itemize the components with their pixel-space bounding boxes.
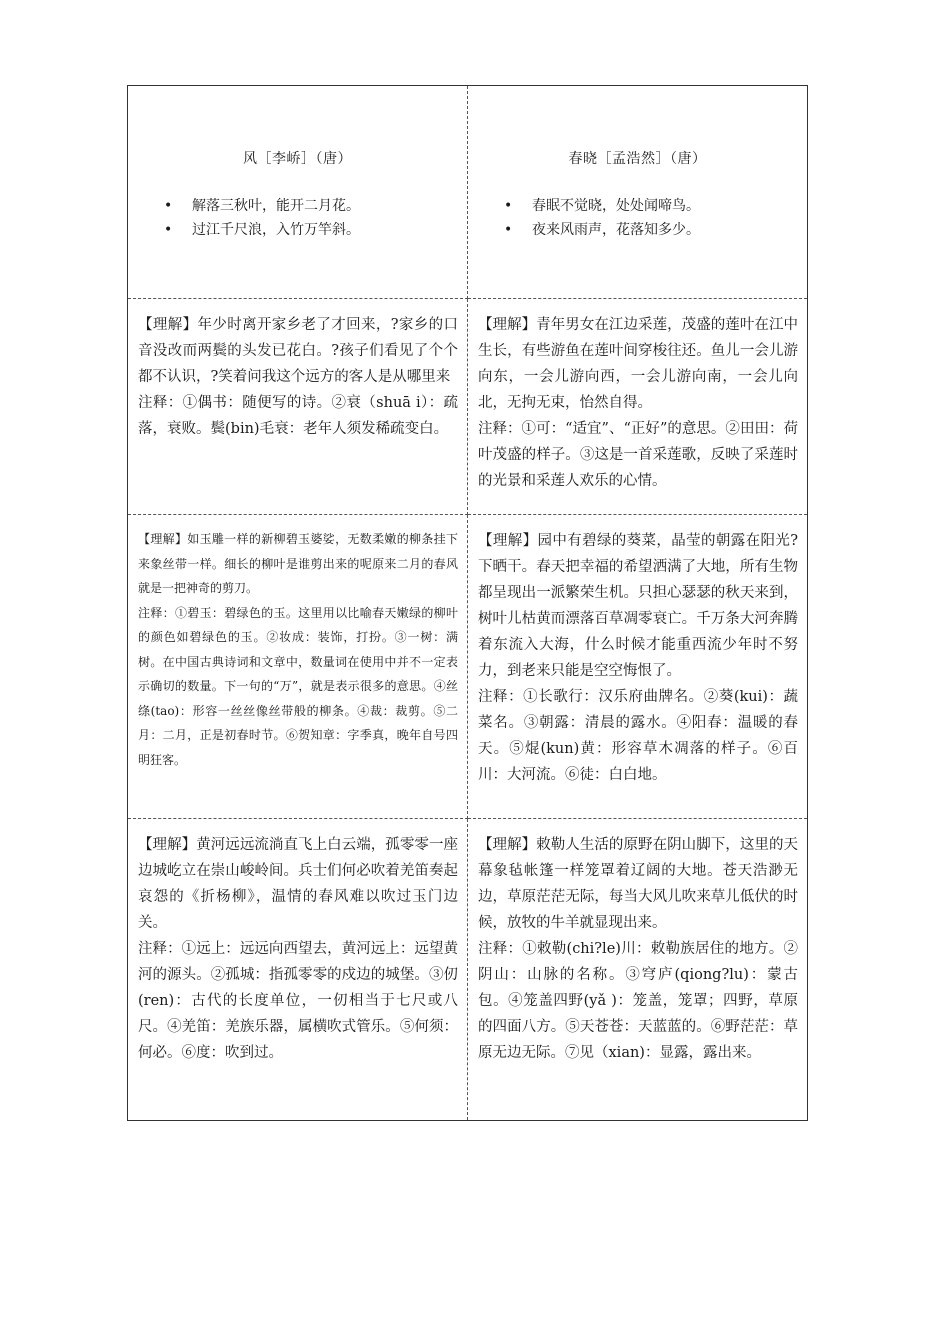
explanation-text: 【理解】园中有碧绿的葵菜，晶莹的朝露在阳光?下晒干。春天把幸福的希望洒满了大地，所有生物都呈现出一派繁荣生机。只担心瑟瑟的秋天来到，树叶儿枯黄而漂落百草凋零衰亡。千万条大河奔腾着东流入大海，什么时候才能重西流少年时不努力，到老来只能是空空悔恨了。 [478,533,798,679]
notes-text: 注释：①碧玉：碧绿色的玉。这里用以比喻春天嫩绿的柳叶的颜色如碧绿色的玉。②妆成：装饰，打扮。③一树：满树。在中国古典诗词和文章中，数量词在使用中并不一定表示确切的数量。下一句的“万”，就是表示很多的意思。④丝绦(tao)：形容一丝丝像丝带般的柳条。④裁：裁剪。⑤二月：二月，正是初春时节。⑥贺知章：字季真，晚年自号四明狂客。 [138,605,458,767]
bullet-icon: • [164,222,173,238]
poem-title: 春晓［孟浩然］（唐） [568,151,707,167]
poem-line-text: 夜来风雨声，花落知多少。 [532,222,700,238]
document-page [127,85,808,1121]
notes-text: 注释：①远上：远远向西望去，黄河远上：远望黄河的源头。②孤城：指孤零零的戍边的城堡。③仞(ren)：古代的长度单位，一仞相当于七尺或八尺。④羌笛：羌族乐器，属横吹式管乐。⑤何须：何必。⑥度：吹到过。 [138,941,458,1061]
poem-table [127,85,808,1121]
explanation-cell [128,515,468,819]
explanation-text: 【理解】年少时离开家乡老了才回来，?家乡的口音没改而两鬓的头发已花白。?孩子们看见了个个都不认识，?笑着问我这个远方的客人是从哪里来 [138,317,458,385]
poem-line-text: 解落三秋叶，能开二月花。 [192,198,360,214]
explanation-text: 【理解】青年男女在江边采莲，茂盛的莲叶在江中生长，有些游鱼在莲叶间穿梭往还。鱼儿一会儿游向东，一会儿游向西，一会儿游向南，一会儿向北，无拘无束，怡然自得。 [478,317,798,411]
table-row [128,819,808,1121]
poem-cell-feng [128,86,468,299]
poem-line [164,218,467,242]
notes-text: 注释：①敕勒(chi?le)川：敕勒族居住的地方。②阴山：山脉的名称。③穹庐(qiong?lu)：蒙古包。④笼盖四野(yǎ )：笼盖，笼罩；四野，草原的四面八方。⑤天苍苍：天蓝蓝的。⑥野茫茫：草原无边无际。⑦见（xian)：显露，露出来。 [478,941,798,1061]
table-row [128,86,808,299]
bullet-icon: • [504,222,513,238]
explanation-cell [128,819,468,1121]
explanation-cell [128,299,468,515]
notes-text: 注释：①偶书：随便写的诗。②衰（shuā i）：疏落，衰败。鬓(bin)毛衰：老年人须发稀疏变白。 [138,395,458,437]
poem-line-text: 过江千尺浪，入竹万竿斜。 [192,222,360,238]
poem-cell-chunxiao [468,86,808,299]
bullet-icon: • [504,198,513,214]
notes-text: 注释：①可：“适宜”、“正好”的意思。②田田：荷叶茂盛的样子。③这是一首采莲歌，反映了采莲时的光景和采莲人欢乐的心情。 [478,421,798,489]
poem-title: 风［李峤］（唐） [243,151,352,167]
explanation-cell [468,515,808,819]
poem-lines [128,194,467,242]
poem-line-text: 春眠不觉晓，处处闻啼鸟。 [532,198,700,214]
poem-lines [468,194,807,242]
explanation-text: 【理解】敕勒人生活的原野在阴山脚下，这里的天幕象毡帐篷一样笼罩着辽阔的大地。苍天浩渺无边，草原茫茫无际，每当大风儿吹来草儿低伏的时候，放牧的牛羊就显现出来。 [478,837,798,931]
explanation-text: 【理解】如玉雕一样的新柳碧玉婆娑，无数柔嫩的柳条挂下来象丝带一样。细长的柳叶是谁剪出来的呢原来二月的春风就是一把神奇的剪刀。 [138,532,458,595]
explanation-cell [468,299,808,515]
explanation-text: 【理解】黄河远远流淌直飞上白云端，孤零零一座边城屹立在崇山峻岭间。兵士们何必吹着羌笛奏起哀怨的《折杨柳》，温情的春风难以吹过玉门边关。 [138,837,458,931]
table-row [128,299,808,515]
poem-line [164,194,467,218]
bullet-icon: • [164,198,173,214]
explanation-cell [468,819,808,1121]
poem-line [504,194,807,218]
notes-text: 注释：①长歌行：汉乐府曲牌名。②葵(kui)：蔬菜名。③朝露：清晨的露水。④阳春：温暖的春天。⑤焜(kun)黄：形容草木凋落的样子。⑥百川：大河流。⑥徒：白白地。 [478,689,798,783]
poem-line [504,218,807,242]
table-row [128,515,808,819]
